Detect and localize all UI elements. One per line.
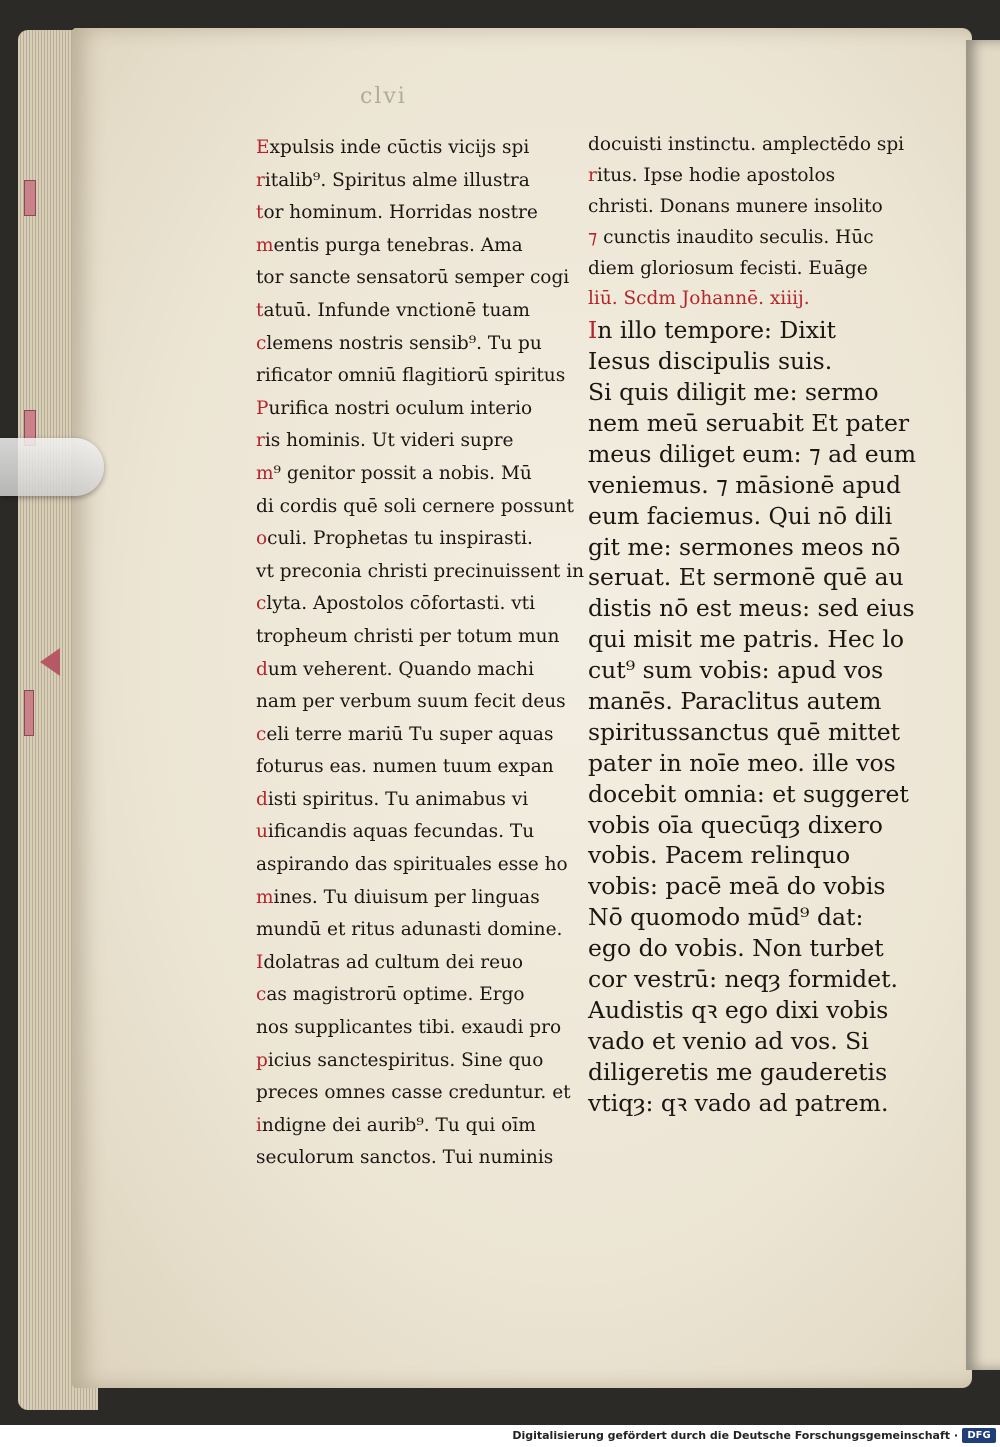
text-line: vobis oīa quecūqȝ dixero	[588, 810, 883, 839]
text-line: diem gloriosum fecisti. Euāge	[588, 257, 868, 279]
dfg-logo: DFG	[962, 1428, 996, 1443]
text-line: clemens nostris sensib⁹. Tu pu	[256, 332, 542, 354]
text-line: tatuū. Infunde vnctionē tuam	[256, 299, 530, 321]
text-line: aspirando das spirituales esse ho	[256, 854, 568, 876]
text-line: vt preconia christi precinuissent in	[256, 560, 585, 582]
text-line: picius sanctespiritus. Sine quo	[256, 1049, 544, 1071]
text-line: cut⁹ sum vobis: apud vos	[588, 656, 884, 685]
text-line: pater in noīe meo. ille vos	[588, 748, 896, 777]
text-line: rificator omniū flagitiorū spiritus	[256, 365, 566, 387]
adjacent-page-edge	[966, 40, 1000, 1370]
text-line: ris hominis. Ut videri supre	[256, 430, 514, 452]
text-line: diligeretis me gauderetis	[588, 1057, 888, 1086]
bookmark-tab	[40, 648, 60, 676]
text-line: meus diliget eum: ⁊ ad eum	[588, 439, 917, 468]
text-line: git me: sermones meos nō	[588, 532, 901, 561]
folio-number: clvi	[360, 84, 407, 109]
bookmark-tab	[24, 690, 34, 736]
text-line: tropheum christi per totum mun	[256, 625, 560, 647]
text-line: christi. Donans munere insolito	[588, 195, 883, 217]
right-text-column	[588, 130, 917, 1119]
text-line: docebit omnia: et suggeret	[588, 779, 909, 808]
text-line: uificandis aquas fecundas. Tu	[256, 821, 535, 843]
text-line: docuisti instinctu. amplectēdo spi	[588, 134, 905, 155]
text-line: cas magistrorū optime. Ergo	[256, 984, 525, 1006]
text-line: mines. Tu diuisum per linguas	[256, 886, 540, 908]
text-line: m⁹ genitor possit a nobis. Mū	[256, 462, 532, 484]
left-text-column	[256, 132, 585, 1175]
text-line: In illo tempore: Dixit	[588, 316, 836, 345]
text-line: mentis purga tenebras. Ama	[256, 234, 523, 256]
text-line: disti spiritus. Tu animabus vi	[256, 788, 529, 810]
page-clip	[0, 438, 104, 496]
text-line: preces omnes casse creduntur. et	[256, 1082, 571, 1104]
text-line: vtiqȝ: qꝛ vado ad patrem.	[588, 1088, 889, 1117]
text-line: mundū et ritus adunasti domine.	[256, 919, 563, 941]
text-line: seculorum sanctos. Tui numinis	[256, 1147, 554, 1169]
text-line: Audistis qꝛ ego dixi vobis	[588, 995, 889, 1024]
text-line: oculi. Prophetas tu inspirasti.	[256, 528, 533, 550]
text-line: liū. Scdm Johannē. xiiij.	[588, 288, 810, 310]
text-line: di cordis quē soli cernere possunt	[256, 495, 574, 517]
text-line: indigne dei aurib⁹. Tu qui oīm	[256, 1114, 536, 1136]
funding-credit: Digitalisierung gefördert durch die Deutsche Forschungsgemeinschaft ·	[512, 1429, 958, 1442]
text-line: tor hominum. Horridas nostre	[256, 202, 538, 224]
text-line: nem meū seruabit Et pater	[588, 409, 910, 438]
text-line: distis nō est meus: sed eius	[588, 594, 915, 623]
text-line: Expulsis inde cūctis vicijs spi	[256, 137, 530, 158]
text-line: tor sancte sensatorū semper cogi	[256, 267, 570, 289]
text-line: spiritussanctus quē mittet	[588, 717, 901, 746]
text-line: manēs. Paraclitus autem	[588, 687, 882, 716]
text-line: vobis: pacē meā do vobis	[588, 872, 886, 901]
text-line: clyta. Apostolos cōfortasti. vti	[256, 593, 536, 615]
text-line: Nō quomodo mūd⁹ dat:	[588, 903, 864, 932]
footer-bar	[0, 1425, 1000, 1447]
text-line: vado et venio ad vos. Si	[588, 1026, 869, 1055]
text-line: ego do vobis. Non turbet	[588, 934, 884, 963]
text-line: ritalib⁹. Spiritus alme illustra	[256, 169, 530, 191]
text-line: ⁊ cunctis inaudito seculis. Hūc	[588, 226, 874, 248]
text-line: nos supplicantes tibi. exaudi pro	[256, 1017, 562, 1039]
text-line: Idolatras ad cultum dei reuo	[256, 951, 524, 973]
bookmark-tab	[24, 180, 36, 216]
text-line: qui misit me patris. Hec lo	[588, 625, 905, 654]
text-line: dum veherent. Quando machi	[256, 658, 534, 680]
text-line: Iesus discipulis suis.	[588, 347, 833, 376]
text-line: cor vestrū: neqȝ formidet.	[588, 965, 899, 994]
text-line: Purifica nostri oculum interio	[256, 397, 533, 419]
text-line: ritus. Ipse hodie apostolos	[588, 164, 836, 186]
text-line: celi terre mariū Tu super aquas	[256, 723, 554, 745]
text-line: nam per verbum suum fecit deus	[256, 691, 566, 713]
text-line: eum faciemus. Qui nō dili	[588, 501, 893, 530]
text-line: foturus eas. numen tuum expan	[256, 756, 554, 778]
text-line: vobis. Pacem relinquo	[588, 841, 851, 870]
text-line: Si quis diligit me: sermo	[588, 378, 879, 407]
text-line: veniemus. ⁊ māsionē apud	[588, 470, 902, 499]
text-line: seruat. Et sermonē quē au	[588, 563, 904, 592]
